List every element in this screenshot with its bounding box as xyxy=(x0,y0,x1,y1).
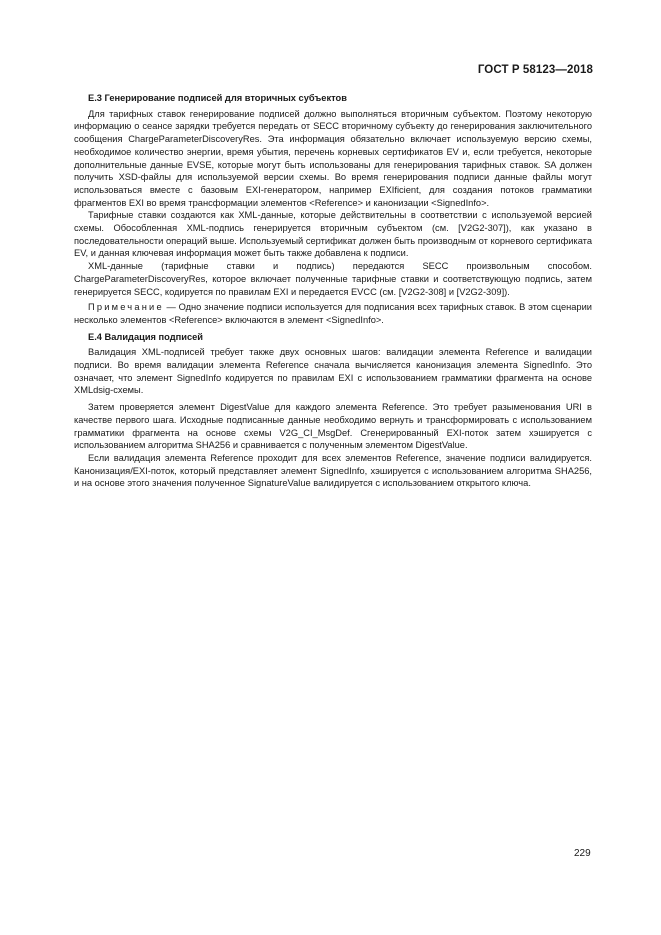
section-e4 xyxy=(74,331,592,490)
standard-designation: ГОСТ Р 58123—2018 xyxy=(477,64,593,76)
note xyxy=(74,301,592,326)
note-text: — Одно значение подписи используется для подписания всех тарифных ставок. В этом сценарии несколько элементов <Reference> включаются в элемент <SignedInfo>. xyxy=(74,302,592,325)
paragraph-e3-2: Тарифные ставки создаются как XML-данные, которые действительны в соответствии с используемой версией схемы. Обособленная XML-подпись генерируется вторичным субъектом (см. [V2G2-307]), как указано в последовательности операций выше. Используемый сертификат должен быть производным от корневого сертификата EV, и данная ключевая информация может быть также добавлена к подписи. xyxy=(74,210,592,259)
paragraph-e3-3-continuation: ChargeParameterDiscoveryRes, которое включает полученные тарифные ставки и соответствующую подпись, затем генерируется SECC, кодируется по правилам EXI и передается EVCC (см. [V2G2-308] и [V2G2-309]). xyxy=(74,273,592,297)
section-heading-e3: Е.3 Генерирование подписей для вторичных субъектов xyxy=(88,93,347,103)
paragraph-e3-3-first-line: XML-данные (тарифные ставки и подпись) передаются SECC произвольным способом. xyxy=(88,261,592,272)
paragraph-e4-2: Затем проверяется элемент DigestValue для каждого элемента Reference. Это требует разыменования URI в качестве первого шага. Исходные подписанные данные необходимо вернуть и трансформировать с использованием грамматики фрагмента на основе схемы V2G_CI_MsgDef. Сгенерированный EXI-поток затем хэшируется с использованием алгоритма SHA256 и сравнивается с полученным элементом DigestValue. xyxy=(74,402,592,451)
paragraph-e4-3: Если валидация элемента Reference проходит для всех элементов Reference, значение подписи валидируется. Канонизация/EXI-поток, который представляет элемент SignedInfo, хэшируется с использованием алгоритма SHA256, и на основе этого значения полученное SignatureValue валидируется с использованием открытого ключа. xyxy=(74,452,592,489)
page-number: 229 xyxy=(574,848,591,859)
page-content xyxy=(74,92,592,490)
paragraph-e4-1: Валидация XML-подписей требует также двух основных шагов: валидации элемента Reference и валидации подписи. Во время валидации элемента Reference сначала вычисляется канонизация элемента SignedInfo. Это означает, что элемент SignedInfo кодируется по правилам EXI с использованием грамматики фрагмента на основе XMLdsig-схемы. xyxy=(74,347,592,396)
section-e3 xyxy=(74,92,592,327)
note-label: Примечание xyxy=(88,302,164,313)
paragraph-e3-1: Для тарифных ставок генерирование подписей должно выполняться вторичным субъектом. Поэтому некоторую информацию о сеансе зарядки требуется передать от SECC вторичному субъекту до генерирования заключительного сообщения ChargeParameterDiscoveryRes. Эта информация обязательно включает используемую версию схемы, необходимое количество энергии, время убытия, перечень корневых сертификатов EV и, если требуется, некоторые дополнительные данные EVSE, которые могут быть использованы для генерирования тарифных ставок. SA должен получить XSD-файлы для используемой версии схемы. Во время генерирования подписи данные файлы могут использоваться вместе с базовым EXI-генератором, например EXIficient, для создания потоков грамматики фрагментов EXI во время трансформации элементов <Reference> и канонизации <SignedInfo>. xyxy=(74,108,592,208)
section-heading-e4: Е.4 Валидация подписей xyxy=(88,331,204,342)
